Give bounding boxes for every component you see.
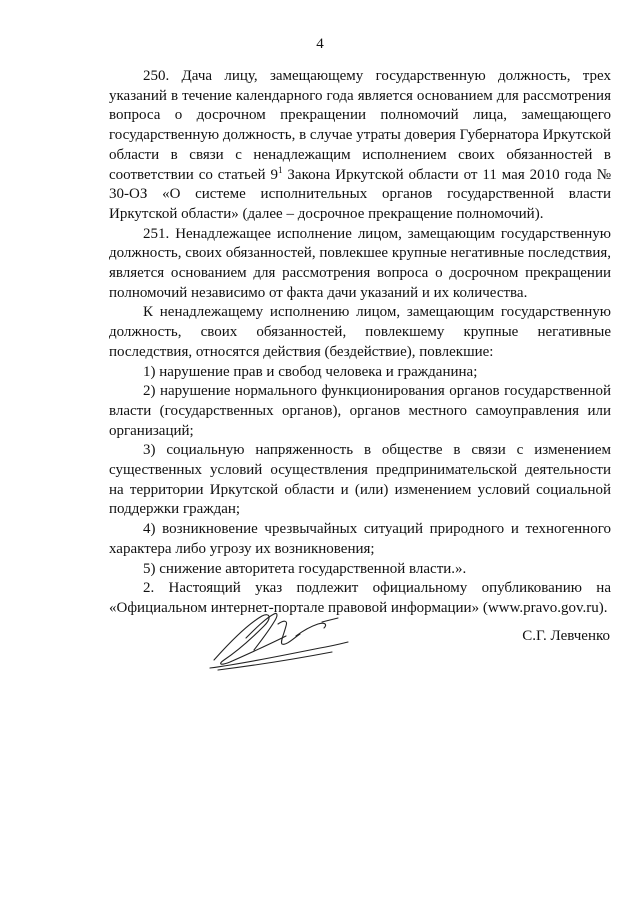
paragraph-250: 250. Дача лицу, замещающему государственную должность, трех указаний в течение календарного года является основанием для рассмотрения вопроса о досрочном прекращении полномочий лица, замещающего государственную должность, в случае утраты доверия Губернатора Иркутской области в связи с ненадлежащим исполнением своих обязанностей в соответствии со статьей $9^1$ Закона Иркутской области от 11 мая 2010 года № 30-ОЗ «О системе исполнительных органов государственной власти Иркутской области» (далее – досрочное прекращение полномочий). xyxy=(109,68,611,222)
paragraph-251: 251. Ненадлежащее исполнение лицом, замещающим государственную должность, своих обязанностей, повлекшее крупные негативные последствия, является основанием для рассмотрения вопроса о досрочном прекращении полномочий независимо от факта дачи указаний и их количества. xyxy=(109,225,611,301)
handwritten-signature xyxy=(200,608,360,672)
page-number: 4 xyxy=(316,36,324,52)
document-body xyxy=(109,67,611,619)
list-item-2: 2) нарушение нормального функционирования органов государственной власти (государственных органов), органов местного самоуправления или организаций; xyxy=(109,383,611,439)
signer-name: С.Г. Левченко xyxy=(522,628,610,644)
list-item-1: 1) нарушение прав и свобод человека и гражданина; xyxy=(143,363,478,380)
paragraph-improper-execution: К ненадлежащему исполнению лицом, замещающим государственную должность, своих обязанностей, повлекшему крупные негативные последствия, относятся действия (бездействие), повлекшие: xyxy=(109,304,611,360)
list-item-4: 4) возникновение чрезвычайных ситуаций природного и техногенного характера либо угрозу их возникновения; xyxy=(109,521,611,557)
list-item-3: 3) социальную напряженность в обществе в связи с изменением существенных условий осуществления предпринимательской деятельности на территории Иркутской области и (или) изменением условий социальной поддержки граждан; xyxy=(109,442,611,518)
superscript: 1 xyxy=(277,164,283,175)
paragraph-publication: 2. Настоящий указ подлежит официальному опубликованию на «Официальном интернет-портале правовой информации» (www.pravo.gov.ru). xyxy=(109,580,611,616)
list-item-5: 5) снижение авторитета государственной власти.». xyxy=(143,560,467,577)
